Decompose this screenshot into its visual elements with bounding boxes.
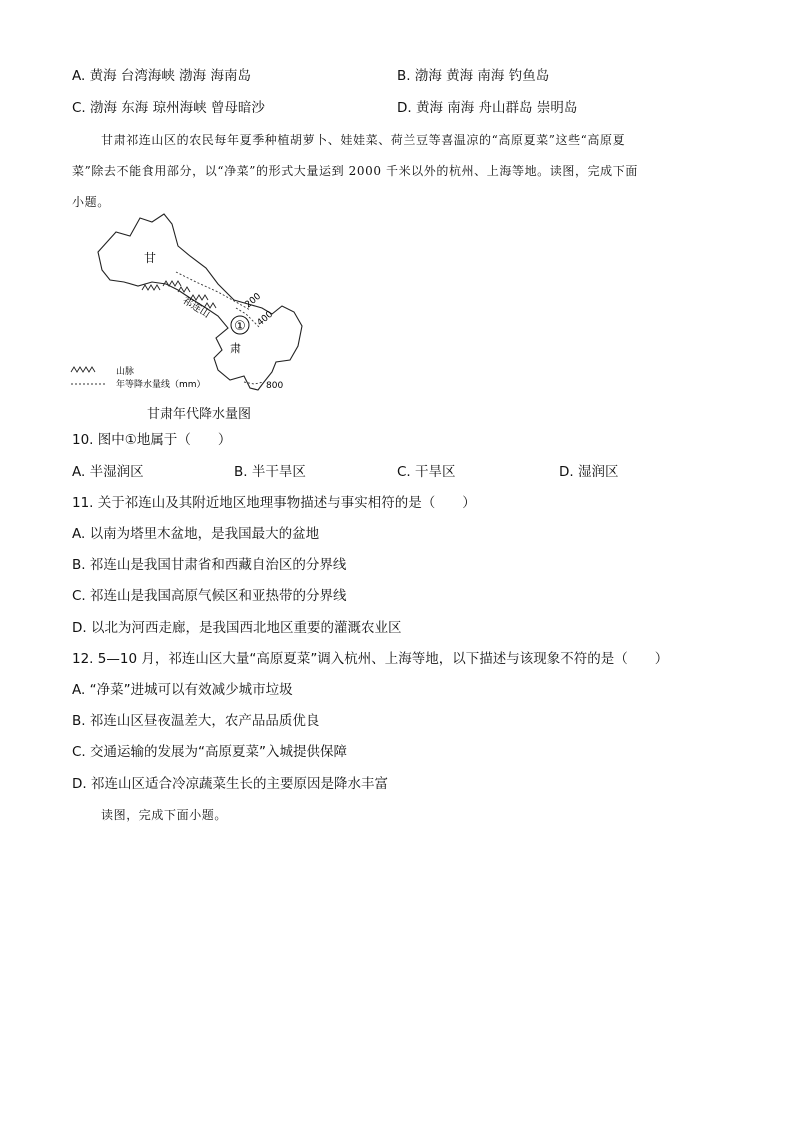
q10-option-d: D. 湿润区	[559, 464, 619, 480]
isohyet-800-label: 800	[266, 381, 284, 391]
closing-instruction: 读图，完成下面小题。	[101, 808, 228, 822]
q12-option-d: D. 祁连山区适合冷凉蔬菜生长的主要原因是降水丰富	[72, 776, 388, 792]
q12-option-b: B. 祁连山区昼夜温差大，农产品品质优良	[72, 713, 320, 729]
isohyet-lines	[176, 272, 264, 384]
qilian-mountain-range	[142, 281, 216, 308]
passage-line-2: 菜”除去不能食用部分，以“净菜”的形式大量运到 2000 千米以外的杭州、上海等地。读图，完成下面	[72, 164, 638, 178]
map-title: 甘肃年代降水量图	[147, 407, 252, 422]
legend-mountain-label: 山脉	[116, 367, 135, 377]
q9-option-a: A. 黄海 台湾海峡 渤海 海南岛	[72, 68, 251, 84]
q11-stem: 11. 关于祁连山及其附近地区地理事物描述与事实相符的是（ ）	[72, 495, 476, 511]
q11-option-c: C. 祁连山是我国高原气候区和亚热带的分界线	[72, 588, 347, 604]
q12-option-c: C. 交通运输的发展为“高原夏菜”入城提供保障	[72, 744, 347, 760]
q9-option-b: B. 渤海 黄海 南海 钓鱼岛	[397, 68, 550, 84]
label-gan: 甘	[144, 251, 157, 265]
q10-option-a: A. 半湿润区	[72, 464, 144, 480]
label-qilian: 祁连山	[180, 295, 212, 321]
q12-option-a: A. “净菜”进城可以有效减少城市垃圾	[72, 682, 293, 698]
legend-mountain-icon	[71, 367, 95, 372]
q10-option-b: B. 半干旱区	[234, 464, 306, 480]
legend-isohyet-label: 年等降水量线（mm）	[116, 380, 206, 390]
q9-option-c: C. 渤海 东海 琼州海峡 曾母暗沙	[72, 100, 265, 116]
isohyet-200-label: 200	[243, 291, 264, 311]
q9-option-d: D. 黄海 南海 舟山群岛 崇明岛	[397, 100, 578, 116]
label-su: 肃	[230, 342, 241, 355]
passage-line-3: 小题。	[72, 195, 110, 209]
q12-stem: 12. 5—10 月，祁连山区大量“高原夏菜”调入杭州、上海等地，以下描述与该现象不符的是（ ）	[72, 651, 669, 667]
gansu-outline	[98, 214, 302, 390]
gansu-precipitation-map	[68, 210, 318, 398]
q10-option-c: C. 干旱区	[397, 464, 456, 480]
q11-option-a: A. 以南为塔里木盆地，是我国最大的盆地	[72, 526, 320, 542]
q11-option-d: D. 以北为河西走廊，是我国西北地区重要的灌溉农业区	[72, 620, 402, 636]
isohyet-400-label: 400	[255, 309, 276, 329]
passage-line-1: 甘肃祁连山区的农民每年夏季种植胡萝卜、娃娃菜、荷兰豆等喜温凉的“高原夏菜”这些“高原夏	[101, 133, 626, 147]
location-1-marker: ①	[234, 319, 246, 334]
q11-option-b: B. 祁连山是我国甘肃省和西藏自治区的分界线	[72, 557, 347, 573]
q10-stem: 10. 图中①地属于（ ）	[72, 432, 232, 448]
